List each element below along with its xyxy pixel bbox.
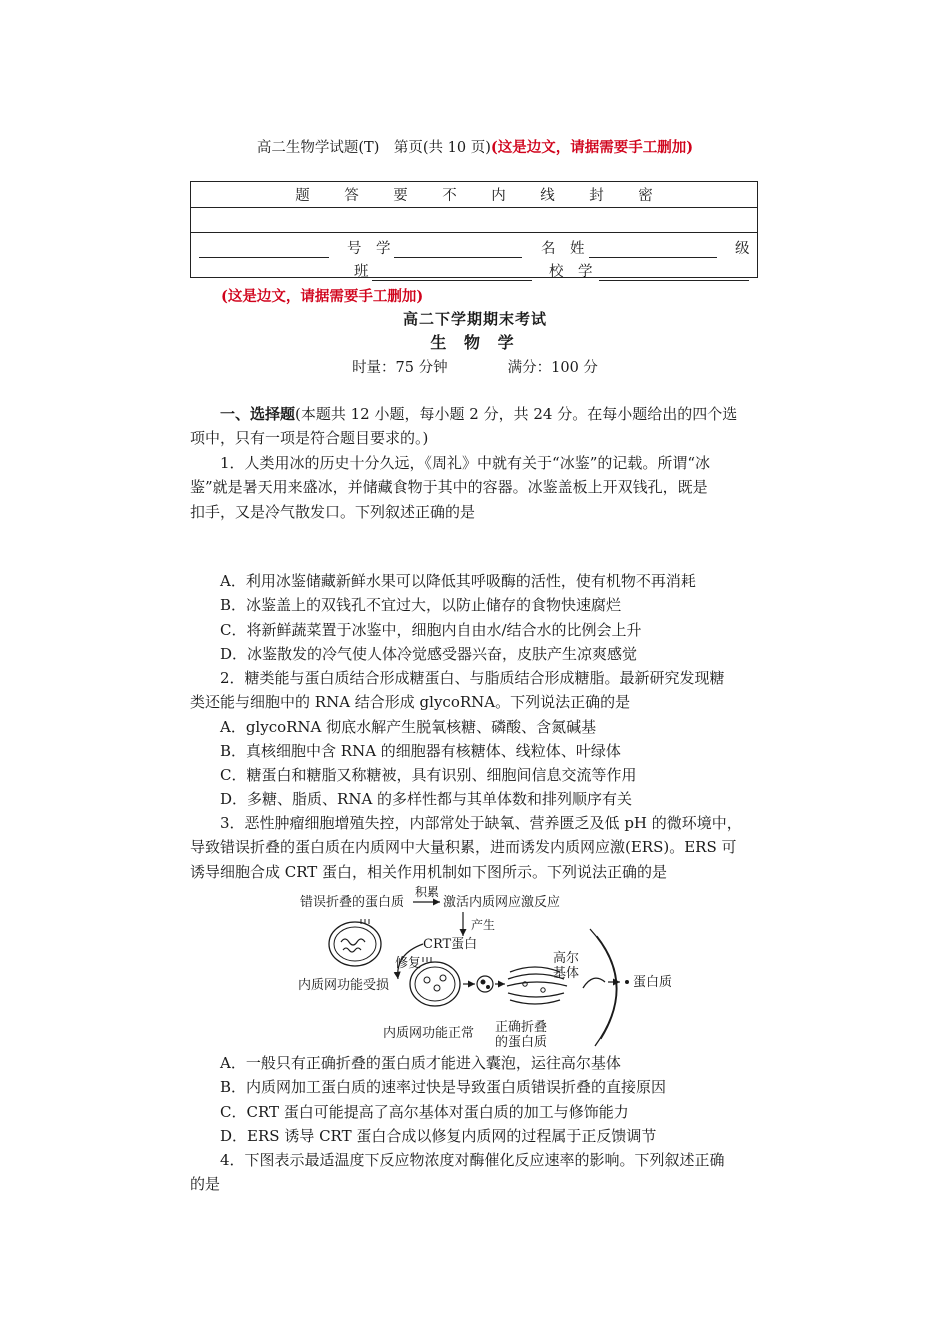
ers-mechanism-diagram — [295, 884, 715, 1054]
seal-char: 密 — [638, 188, 653, 204]
label-activate: 激活内质网应激反应 — [443, 895, 561, 910]
seal-char: 答 — [344, 188, 359, 204]
school-field[interactable] — [599, 266, 749, 281]
label-damaged: 内质网功能受损 — [298, 978, 390, 993]
seal-row-student-info — [191, 233, 757, 279]
stem-line: 导致错误折叠的蛋白质在内质网中大量积累，进而诱发内质网应激(ERS)。ERS 可 — [190, 838, 737, 857]
stem-line: 4．下图表示最适温度下反应物浓度对酶催化反应速率的影响。下列叙述正确 — [220, 1151, 725, 1169]
seal-char: 封 — [589, 188, 604, 204]
option-d[interactable]: D．冰鉴散发的冷气使人体冷觉感受器兴奋，皮肤产生凉爽感觉 — [220, 644, 638, 663]
question-1-options — [190, 569, 770, 666]
exam-score: 满分：100 分 — [507, 360, 598, 376]
section-desc-cont: 项中，只有一项是符合题目要求的。) — [190, 429, 429, 448]
label-normal: 内质网功能正常 — [383, 1026, 475, 1041]
label-repair: 修复 — [395, 956, 422, 971]
question-3-stem — [190, 811, 770, 884]
section-title: 一、选择题 — [220, 405, 296, 423]
stem-line: 鉴”就是暑天用来盛冰，并储藏食物于其中的容器。冰鉴盖板上开双钱孔，既是 — [190, 478, 708, 497]
question-4-stem — [190, 1148, 770, 1197]
option-d[interactable]: D．ERS 诱导 CRT 蛋白合成以修复内质网的过程属于正反馈调节 — [220, 1126, 657, 1145]
seal-table — [190, 181, 758, 278]
damaged-er-icon — [329, 919, 381, 966]
label-crt: CRT蛋白 — [423, 937, 478, 952]
exocytosis-vesicle — [583, 978, 605, 988]
stem-line: 3．恶性肿瘤细胞增殖失控，内部常处于缺氧、营养匮乏及低 pH 的微环境中， — [220, 814, 742, 832]
seal-char: 题 — [295, 188, 310, 204]
student-name-label: 名 姓 — [541, 241, 585, 257]
student-number-label: 号 学 — [347, 241, 391, 257]
label-produce: 产生 — [471, 918, 496, 932]
option-a[interactable]: A．glycoRNA 彻底水解产生脱氧核糖、磷酸、含氮碱基 — [220, 717, 597, 736]
option-c[interactable]: C．CRT 蛋白可能提高了高尔基体对蛋白质的加工与修饰能力 — [220, 1102, 629, 1121]
label-correct-2: 的蛋白质 — [495, 1035, 548, 1050]
seal-char: 不 — [442, 188, 457, 204]
section-heading — [190, 402, 770, 451]
page-header — [190, 136, 760, 157]
label-correct-1: 正确折叠 — [495, 1020, 548, 1035]
vesicle-icon — [477, 976, 493, 992]
seal-char: 要 — [393, 188, 408, 204]
header-text: 高二生物学试题(T) 第页(共 10 页) — [256, 140, 491, 156]
stem-line: 类还能与细胞中的 RNA 结合形成 glycoRNA。下列说法正确的是 — [190, 693, 631, 712]
class-field[interactable] — [372, 266, 532, 281]
label-misfolded: 错误折叠的蛋白质 — [300, 895, 405, 910]
student-number-field[interactable] — [199, 243, 329, 258]
seal-char: 内 — [491, 188, 506, 204]
question-2 — [190, 666, 770, 812]
seal-char: 线 — [540, 188, 555, 204]
option-c[interactable]: C．糖蛋白和糖脂又称糖被，具有识别、细胞间信息交流等作用 — [220, 766, 637, 785]
stem-line: 1．人类用冰的历史十分久远，《周礼》中就有关于“冰鉴”的记载。所谓“冰 — [220, 454, 711, 472]
label-golgi-2: 基体 — [553, 966, 580, 981]
grade-label: 级 — [735, 241, 750, 257]
stem-line: 2．糖类能与蛋白质结合形成糖蛋白、与脂质结合形成糖脂。最新研究发现糖 — [220, 669, 725, 687]
label-protein: 蛋白质 — [633, 975, 673, 990]
option-c[interactable]: C．将新鲜蔬菜置于冰鉴中，细胞内自由水/结合水的比例会上升 — [220, 620, 642, 639]
header-margin-note: (这是边文，请据需要手工删加) — [490, 139, 694, 156]
student-name-field[interactable] — [394, 243, 522, 258]
stem-line: 诱导细胞合成 CRT 蛋白，相关作用机制如下图所示。下列说法正确的是 — [190, 862, 668, 881]
seal-row-blank — [191, 208, 757, 233]
label-golgi-1: 高尔 — [553, 951, 580, 966]
stem-line: 的是 — [190, 1175, 221, 1194]
option-a[interactable]: A．一般只有正确折叠的蛋白质才能进入囊泡，运往高尔基体 — [220, 1054, 621, 1072]
margin-note: (这是边文，请据需要手工删加) — [221, 288, 424, 305]
stem-line: 扣手，又是冷气散发口。下列叙述正确的是 — [190, 502, 476, 521]
cell-membrane — [590, 929, 616, 1046]
school-label: 校 学 — [549, 264, 593, 280]
option-b[interactable]: B．冰鉴盖上的双钱孔不宜过大，以防止储存的食物快速腐烂 — [220, 596, 622, 615]
grade-field[interactable] — [589, 243, 717, 258]
exam-info — [0, 356, 950, 377]
seal-row-warning — [191, 182, 757, 208]
exam-subject: 生 物 学 — [430, 333, 520, 352]
option-b[interactable]: B．真核细胞中含 RNA 的细胞器有核糖体、线粒体、叶绿体 — [220, 741, 621, 760]
question-3-options — [190, 1051, 770, 1148]
exam-time: 时量：75 分钟 — [352, 360, 448, 376]
exam-title: 高二下学期期末考试 — [402, 310, 547, 328]
section-desc: (本题共 12 小题，每小题 2 分，共 24 分。在每小题给出的四个选 — [295, 405, 738, 423]
cell-membrane-inner — [597, 936, 617, 1039]
class-label: 班 — [354, 264, 369, 280]
option-b[interactable]: B．内质网加工蛋白质的速率过快是导致蛋白质错误折叠的直接原因 — [220, 1078, 667, 1097]
option-d[interactable]: D．多糖、脂质、RNA 的多样性都与其单体数和排列顺序有关 — [220, 790, 633, 809]
label-accumulate: 积累 — [415, 885, 440, 899]
question-1-stem — [190, 451, 770, 524]
protein-dot-icon — [625, 980, 629, 984]
option-a[interactable]: A．利用冰鉴储藏新鲜水果可以降低其呼吸酶的活性，使有机物不再消耗 — [220, 572, 696, 590]
